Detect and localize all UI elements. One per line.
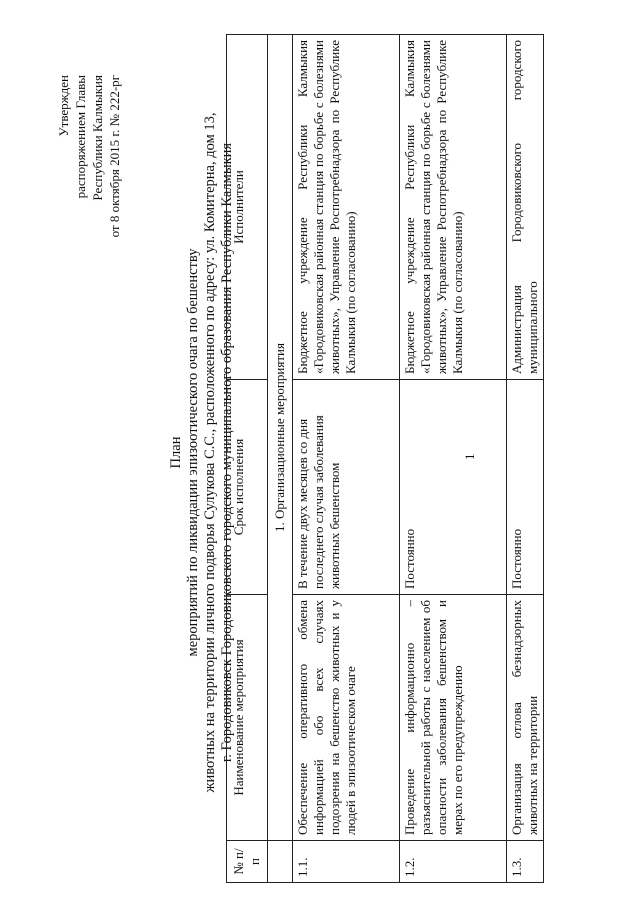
- approval-block: [55, 75, 123, 237]
- approval-line: Республики Калмыкия: [90, 75, 105, 201]
- row-number: 1.2.: [400, 841, 507, 883]
- measure-cell: Организация отлова безнадзорных животных на территории: [507, 595, 544, 841]
- plan-table: [226, 34, 544, 883]
- table-row: [293, 35, 400, 883]
- column-header: Исполнители: [227, 35, 268, 380]
- term-cell: Постоянно: [507, 380, 544, 595]
- term-cell: В течение двух месяцев со дня последнего случая заболевания животных бешенством: [293, 380, 400, 595]
- section-title: 1. Организационные мероприятия: [268, 35, 293, 841]
- executor-cell: Бюджетное учреждение Республики Калмыкия «Городовиковская районная станция по борьбе с болезнями животных», Управление Роспотребнадзора по Республике Калмыкия (по согласованию): [400, 35, 507, 380]
- table-header-row: [227, 35, 268, 883]
- table-row: [400, 35, 507, 883]
- measure-cell: Обеспечение оперативного обмена информацией обо всех случаях подозрения на бешенство животных и у людей в эпизоотическом очаге: [293, 595, 400, 841]
- section-num-cell: [268, 841, 293, 883]
- heading-line: г. Городовиковск Городовиковского городского муниципального образования Республики Калмыкия: [219, 142, 235, 763]
- section-row: [268, 35, 293, 883]
- column-header: Наименование мероприятия: [227, 595, 268, 841]
- term-cell: Постоянно: [400, 380, 507, 595]
- measure-cell: Проведение информационно – разъяснительной работы с населением об опасности заболевания бешенством и мерах по его предупреждению: [400, 595, 507, 841]
- heading-line: животных на территории личного подворья Сулукова С.С., расположенного по адресу: ул. Комитерна, дом 13,: [202, 112, 218, 793]
- approval-line: Утвержден: [56, 75, 71, 137]
- column-header: № п/п: [227, 841, 268, 883]
- table-row: [507, 35, 544, 883]
- heading-line: мероприятий по ликвидации эпизоотического очага по бешенству: [185, 248, 201, 657]
- approval-line: от 8 октября 2015 г. № 222-рг: [107, 75, 122, 238]
- executor-cell: Администрация Городовиковского городского муниципального: [507, 35, 544, 380]
- column-header: Срок исполнения: [227, 380, 268, 595]
- row-number: 1.1.: [293, 841, 400, 883]
- approval-line: распоряжением Главы: [73, 75, 88, 199]
- heading-title: План: [168, 436, 184, 469]
- executor-cell: Бюджетное учреждение Республики Калмыкия «Городовиковская районная станция по борьбе с болезнями животных», Управление Роспотребнадзора по Республике Калмыкия (по согласованию): [293, 35, 400, 380]
- page-number: 1: [462, 453, 477, 460]
- row-number: 1.3.: [507, 841, 544, 883]
